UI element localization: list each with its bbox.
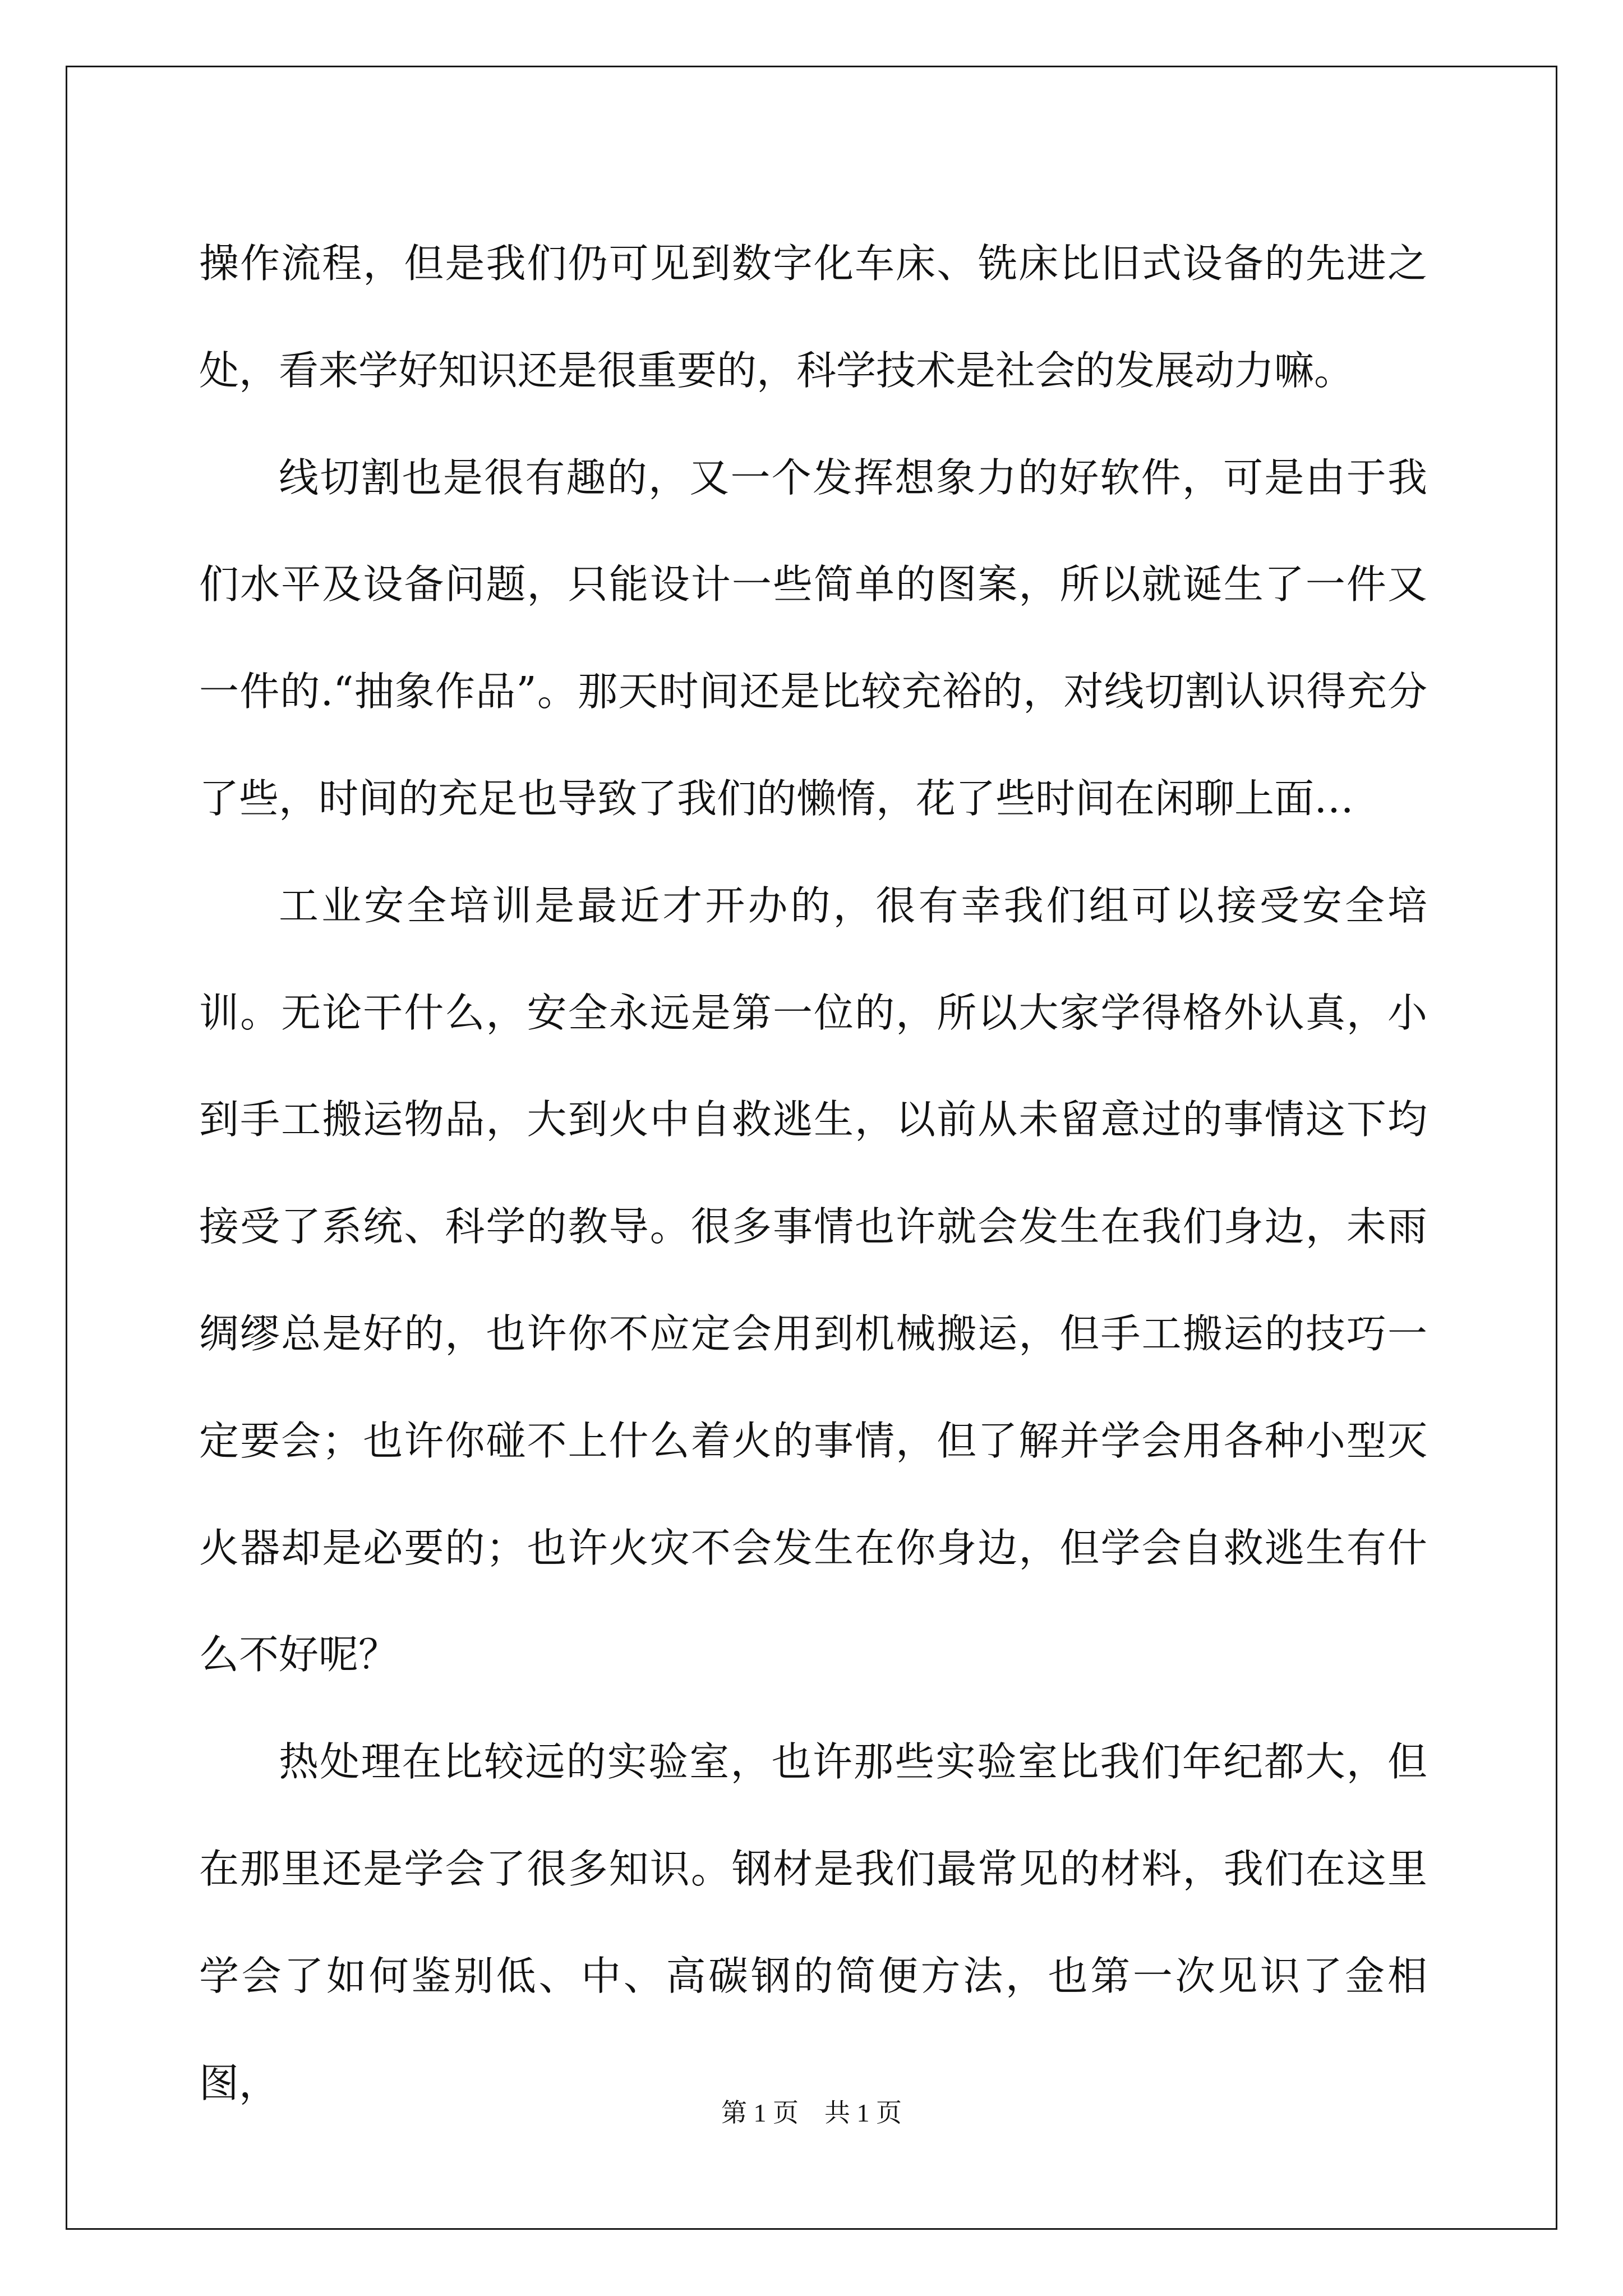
page-number-footer: 第 1 页 共 1 页 [721,2099,902,2127]
paragraph-wire-cutting: 线切割也是很有趣的，又一个发挥想象力的好软件，可是由于我们水平及设备问题，只能设计一些简单的图案，所以就诞生了一件又一件的.“抽象作品”。那天时间还是比较充裕的，对线切割认识得充分了些，时间的充足也导致了我们的懒惰，花了些时间在闲聊上面… [199,454,1427,822]
paragraph-continuation: 操作流程，但是我们仍可见到数字化车床、铣床比旧式设备的先进之处，看来学好知识还是很重要的，科学技术是社会的发展动力嘛。 [199,240,1427,394]
paragraph-heat-treatment: 热处理在比较远的实验室，也许那些实验室比我们年纪都大，但在那里还是学会了很多知识。钢材是我们最常见的材料，我们在这里学会了如何鉴别低、中、高碳钢的简便方法，也第一次见识了金相图， [199,1738,1427,2106]
paragraph-safety-training: 工业安全培训是最近才开办的，很有幸我们组可以接受安全培训。无论干什么，安全永远是第一位的，所以大家学得格外认真，小到手工搬运物品，大到火中自救逃生，以前从未留意过的事情这下均接受了系统、科学的教导。很多事情也许就会发生在我们身边，未雨绸缪总是好的，也许你不应定会用到机械搬运，但手工搬运的技巧一定要会；也许你碰不上什么着火的事情，但了解并学会用各种小型灭火器却是必要的；也许火灾不会发生在你身边，但学会自救逃生有什么不好呢？ [199,882,1427,1678]
document-body [199,210,1427,2137]
